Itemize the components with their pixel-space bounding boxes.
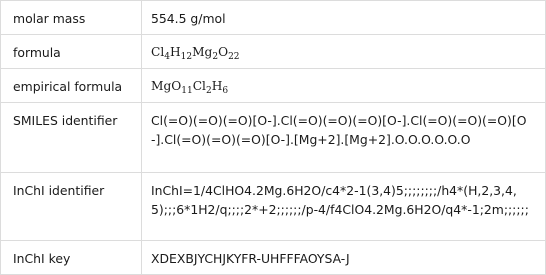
row-label-text: InChI identifier	[13, 183, 105, 198]
row-label	[1, 35, 142, 69]
formula-subscript: 12	[180, 52, 193, 62]
inchi-value: InChI=1/4ClHO4.2Mg.6H2O/c4*2-1(3,4)5;;;;;;;;/h4*(H,2,3,4,5);;;6*1H2/q;;;;2*+2;;;;;;/p-4/f4ClO4.2Mg.6H2O/q4*-1;2m;;;;;;	[151, 183, 529, 217]
formula-part: O	[218, 45, 229, 59]
formula-subscript: 4	[164, 52, 170, 62]
formula-value	[142, 35, 545, 62]
row-label	[1, 173, 142, 241]
table-row	[1, 69, 546, 103]
inchi-key-value: XDEXBJYCHJKYFR-UHFFFAOYSA-J	[151, 251, 350, 266]
smiles-value: Cl(=O)(=O)(=O)[O-].Cl(=O)(=O)(=O)[O-].Cl(=O)(=O)(=O)[O-].Cl(=O)(=O)(=O)[O-].[Mg+2].[Mg+2].O.O.O.O.O.O	[151, 113, 527, 147]
table-row	[1, 241, 546, 275]
row-value	[142, 69, 546, 103]
formula-subscript: 2	[205, 86, 212, 96]
formula-part: Mg	[151, 79, 172, 93]
row-label-text: InChI key	[13, 251, 71, 266]
formula-subscript: 22	[228, 52, 240, 62]
table-row	[1, 35, 546, 69]
row-label-text: molar mass	[13, 11, 86, 26]
row-label	[1, 241, 142, 275]
table-row	[1, 1, 546, 35]
row-label	[1, 103, 142, 173]
molar-mass-value: 554.5 g/mol	[151, 11, 226, 26]
formula-part: H	[169, 45, 181, 59]
row-label-text: empirical formula	[13, 79, 123, 94]
row-value	[142, 35, 546, 69]
row-label-text: formula	[13, 45, 61, 60]
row-label	[1, 1, 142, 35]
formula-subscript: 11	[181, 86, 193, 96]
empirical-formula-value	[142, 69, 545, 96]
formula-part: O	[171, 79, 182, 93]
formula-part: Mg	[192, 45, 213, 59]
row-value	[142, 173, 546, 241]
formula-part: H	[211, 79, 223, 93]
row-label	[1, 69, 142, 103]
row-label-text: SMILES identifier	[13, 113, 118, 128]
table-row	[1, 173, 546, 241]
row-value	[142, 1, 546, 35]
row-value	[142, 103, 546, 173]
table-row	[1, 103, 546, 173]
formula-part: Cl	[192, 79, 206, 93]
row-value	[142, 241, 546, 275]
formula-subscript: 2	[212, 52, 219, 62]
formula-part: Cl	[151, 45, 165, 59]
formula-subscript: 6	[222, 86, 229, 96]
